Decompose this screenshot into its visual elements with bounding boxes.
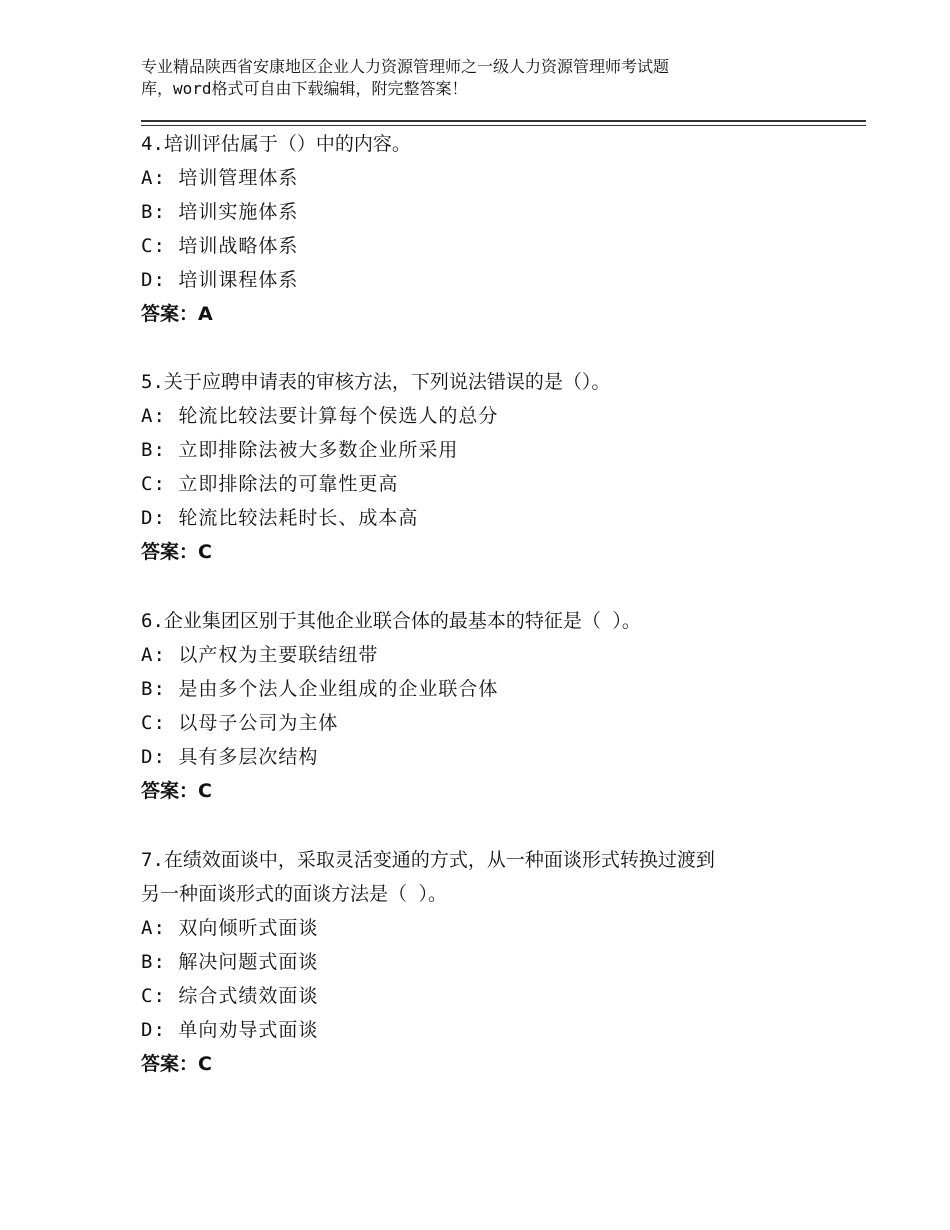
option-c: C: 综合式绩效面谈 [141,985,319,1007]
header-line-2: 库，word格式可自由下载编辑，附完整答案！ [141,79,468,98]
option-d: D: 培训课程体系 [141,269,299,291]
question-5 [141,365,841,569]
answer-value: C [198,1053,212,1075]
option-b: B: 是由多个法人企业组成的企业联合体 [141,678,499,700]
question-6 [141,604,841,808]
answer-value: C [198,780,212,802]
option-b: B: 培训实施体系 [141,201,299,223]
option-a: A: 以产权为主要联结纽带 [141,644,379,666]
question-stem: 7.在绩效面谈中，采取灵活变通的方式，从一种面谈形式转换过渡到 [141,849,715,871]
answer-label: 答案： [141,1053,199,1075]
option-b: B: 解决问题式面谈 [141,951,319,973]
header-line-1: 专业精品陕西省安康地区企业人力资源管理师之一级人力资源管理师考试题 [141,57,670,76]
option-d: D: 单向劝导式面谈 [141,1019,319,1041]
option-c: C: 培训战略体系 [141,235,299,257]
answer-line [141,1047,841,1081]
header-divider-thick [141,120,866,122]
option-d: D: 具有多层次结构 [141,746,319,768]
answer-line [141,535,841,569]
question-7 [141,843,841,1081]
question-stem: 6.企业集团区别于其他企业联合体的最基本的特征是（ ）。 [141,610,641,632]
document-header [141,56,781,100]
answer-value: C [198,541,212,563]
option-a: A: 双向倾听式面谈 [141,917,319,939]
question-stem: 4.培训评估属于（）中的内容。 [141,133,411,155]
option-a: A: 培训管理体系 [141,167,299,189]
question-stem-continued: 另一种面谈形式的面谈方法是（ ）。 [141,883,447,905]
option-b: B: 立即排除法被大多数企业所采用 [141,439,459,461]
header-divider-thin [141,125,866,126]
answer-line [141,774,841,808]
option-d: D: 轮流比较法耗时长、成本高 [141,507,419,529]
question-stem: 5.关于应聘申请表的审核方法，下列说法错误的是（）。 [141,371,611,393]
answer-value: A [198,303,213,325]
question-4 [141,127,841,331]
answer-label: 答案： [141,780,199,802]
answer-label: 答案： [141,303,199,325]
option-c: C: 以母子公司为主体 [141,712,339,734]
answer-line [141,297,841,331]
option-c: C: 立即排除法的可靠性更高 [141,473,399,495]
option-a: A: 轮流比较法要计算每个侯选人的总分 [141,405,499,427]
answer-label: 答案： [141,541,199,563]
